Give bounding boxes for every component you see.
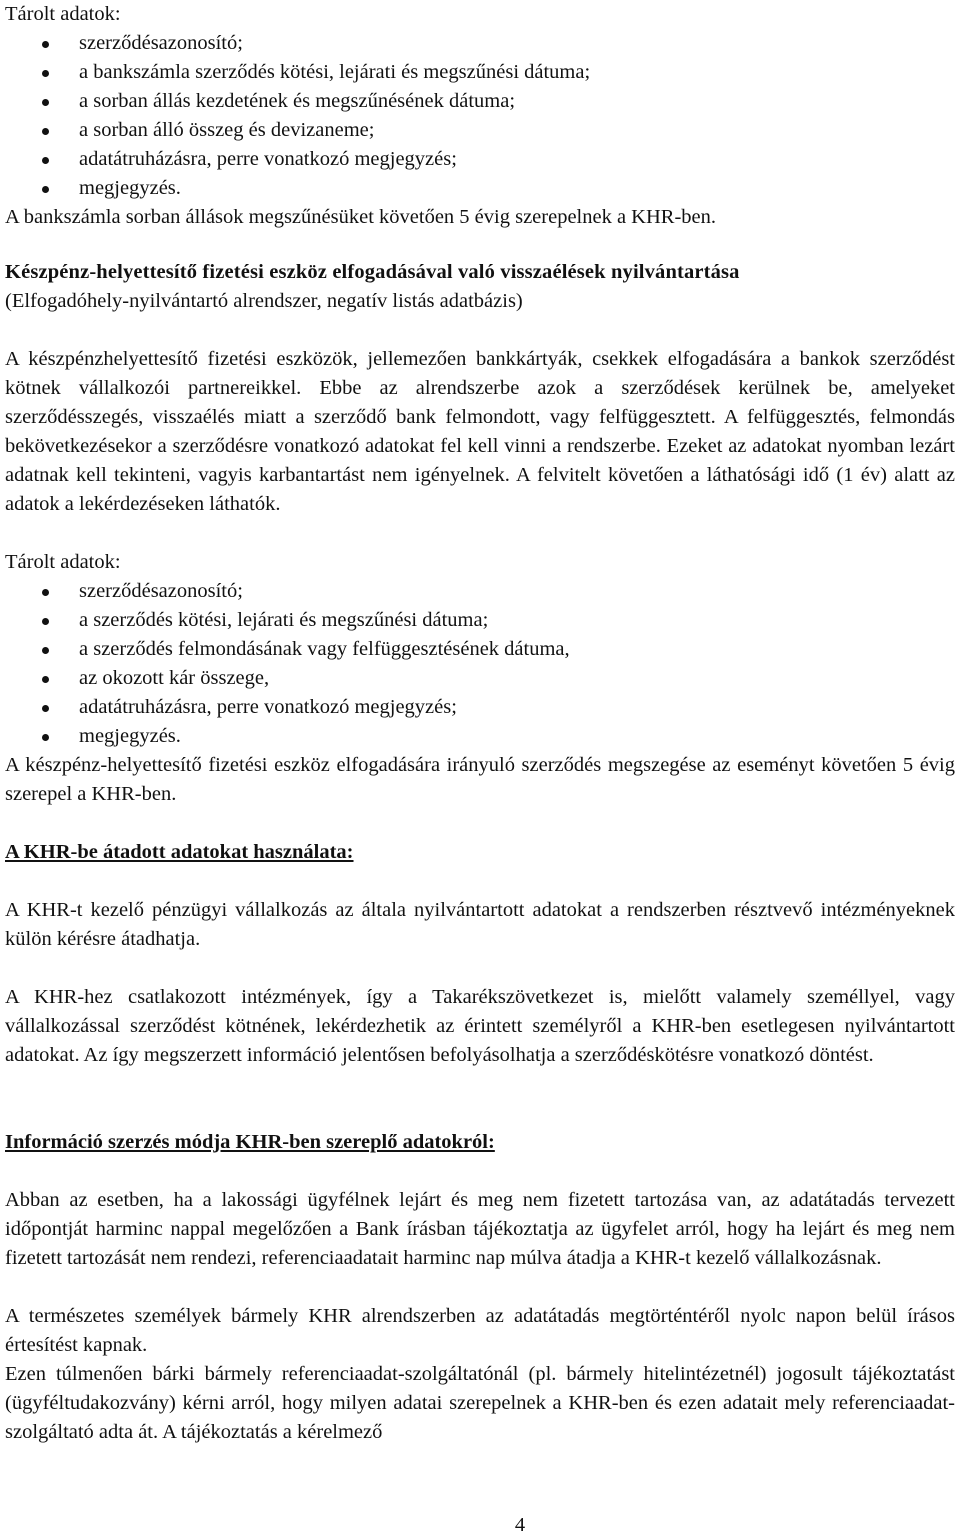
- page-number: 4: [514, 1514, 526, 1536]
- list-item: a szerződés felmondásának vagy felfüggesztésének dátuma,: [5, 635, 955, 664]
- list-item: adatátruházásra, perre vonatkozó megjegyzés;: [5, 145, 955, 174]
- list-item: megjegyzés.: [5, 174, 955, 203]
- list-item: szerződésazonosító;: [5, 577, 955, 606]
- bullet-icon: [42, 647, 49, 654]
- section-heading: A KHR-be átadott adatokat használata:: [5, 841, 354, 863]
- stored-data-list: [5, 29, 955, 203]
- body-paragraph: Abban az esetben, ha a lakossági ügyfélnek lejárt és meg nem fizetett tartozása van, az adatátadás tervezett időpontját harminc nappal megelőzően a Bank írásban tájékoztatja az ügyfelet arról, hogy ha lejárt és meg nem fizetett tartozását nem rendezi, referenciaadatait harminc nap múlva átadja a KHR-t kezelő vállalkozásnak.: [5, 1189, 955, 1269]
- bullet-icon: [42, 99, 49, 106]
- body-paragraph: A KHR-t kezelő pénzügyi vállalkozás az általa nyilvántartott adatokat a rendszerben résztvevő intézményeknek külön kérésre átadhatja.: [5, 899, 955, 950]
- bullet-icon: [42, 157, 49, 164]
- retention-note: A készpénz-helyettesítő fizetési eszköz elfogadására irányuló szerződés megszegése az eseményt követően 5 évig szerepel a KHR-ben.: [5, 754, 955, 805]
- list-item: a bankszámla szerződés kötési, lejárati és megszűnési dátuma;: [5, 58, 955, 87]
- bullet-icon: [42, 186, 49, 193]
- stored-data-list: [5, 577, 955, 751]
- body-paragraph: Ezen túlmenően bárki bármely referenciaadat-szolgáltatónál (pl. bármely hitelintézetnél) jogosult tájékoztatást (ügyféltudakozvány) kérni arról, hogy milyen adatai szerepelnek a KHR-ben és ezen adatait mely referenciaadat-szolgáltató adta át. A tájékoztatás a kérelmező: [5, 1363, 955, 1443]
- list-item: a szerződés kötési, lejárati és megszűnési dátuma;: [5, 606, 955, 635]
- bullet-icon: [42, 41, 49, 48]
- stored-data-label: Tárolt adatok:: [5, 551, 121, 573]
- body-paragraph: A KHR-hez csatlakozott intézmények, így a Takarékszövetkezet is, mielőtt valamely személlyel, vagy vállalkozással szerződést kötnének, lekérdezhetik az érintett személyről a KHR-ben esetlegesen nyilvántartott adatokat. Az így megszerzett információ jelentősen befolyásolhatja a szerződéskötésre vonatkozó döntést.: [5, 986, 955, 1066]
- list-item: a sorban állás kezdetének és megszűnésének dátuma;: [5, 87, 955, 116]
- bullet-icon: [42, 734, 49, 741]
- section-heading: Készpénz-helyettesítő fizetési eszköz elfogadásával való visszaélések nyilvántartása: [5, 261, 740, 283]
- list-item: adatátruházásra, perre vonatkozó megjegyzés;: [5, 693, 955, 722]
- retention-note: A bankszámla sorban állások megszűnésüket követően 5 évig szerepelnek a KHR-ben.: [5, 206, 717, 228]
- body-paragraph: A készpénzhelyettesítő fizetési eszközök, jellemezően bankkártyák, csekkek elfogadására a bankok szerződést kötnek vállalkozói partnereikkel. Ebbe az alrendszerbe azok a szerződések kerülnek be, amelyeket szerződésszegés, visszaélés miatt a szerződő bank felmondott, vagy felfüggesztett. A felfüggesztés, felmondás bekövetkezésekor a szerződésre vonatkozó adatokat fel kell vinni a rendszerbe. Ezeket az adatokat nyomban lezárt adatnak kell tekinteni, vagyis karbantartást nem igényelnek. A felvitelt követően a láthatósági idő (1 év) alatt az adatok a lekérdezéseken láthatók.: [5, 348, 955, 515]
- bullet-icon: [42, 589, 49, 596]
- body-paragraph: A természetes személyek bármely KHR alrendszerben az adatátadás megtörténtéről nyolc napon belül írásos értesítést kapnak.: [5, 1305, 955, 1356]
- bullet-icon: [42, 676, 49, 683]
- section-subheading: (Elfogadóhely-nyilvántartó alrendszer, negatív listás adatbázis): [5, 290, 523, 312]
- list-item: az okozott kár összege,: [5, 664, 955, 693]
- stored-data-label: Tárolt adatok:: [5, 3, 121, 25]
- list-item: megjegyzés.: [5, 722, 955, 751]
- bullet-icon: [42, 70, 49, 77]
- bullet-icon: [42, 705, 49, 712]
- list-item: a sorban álló összeg és devizaneme;: [5, 116, 955, 145]
- section-heading: Információ szerzés módja KHR-ben szereplő adatokról:: [5, 1131, 495, 1153]
- bullet-icon: [42, 128, 49, 135]
- list-item: szerződésazonosító;: [5, 29, 955, 58]
- bullet-icon: [42, 618, 49, 625]
